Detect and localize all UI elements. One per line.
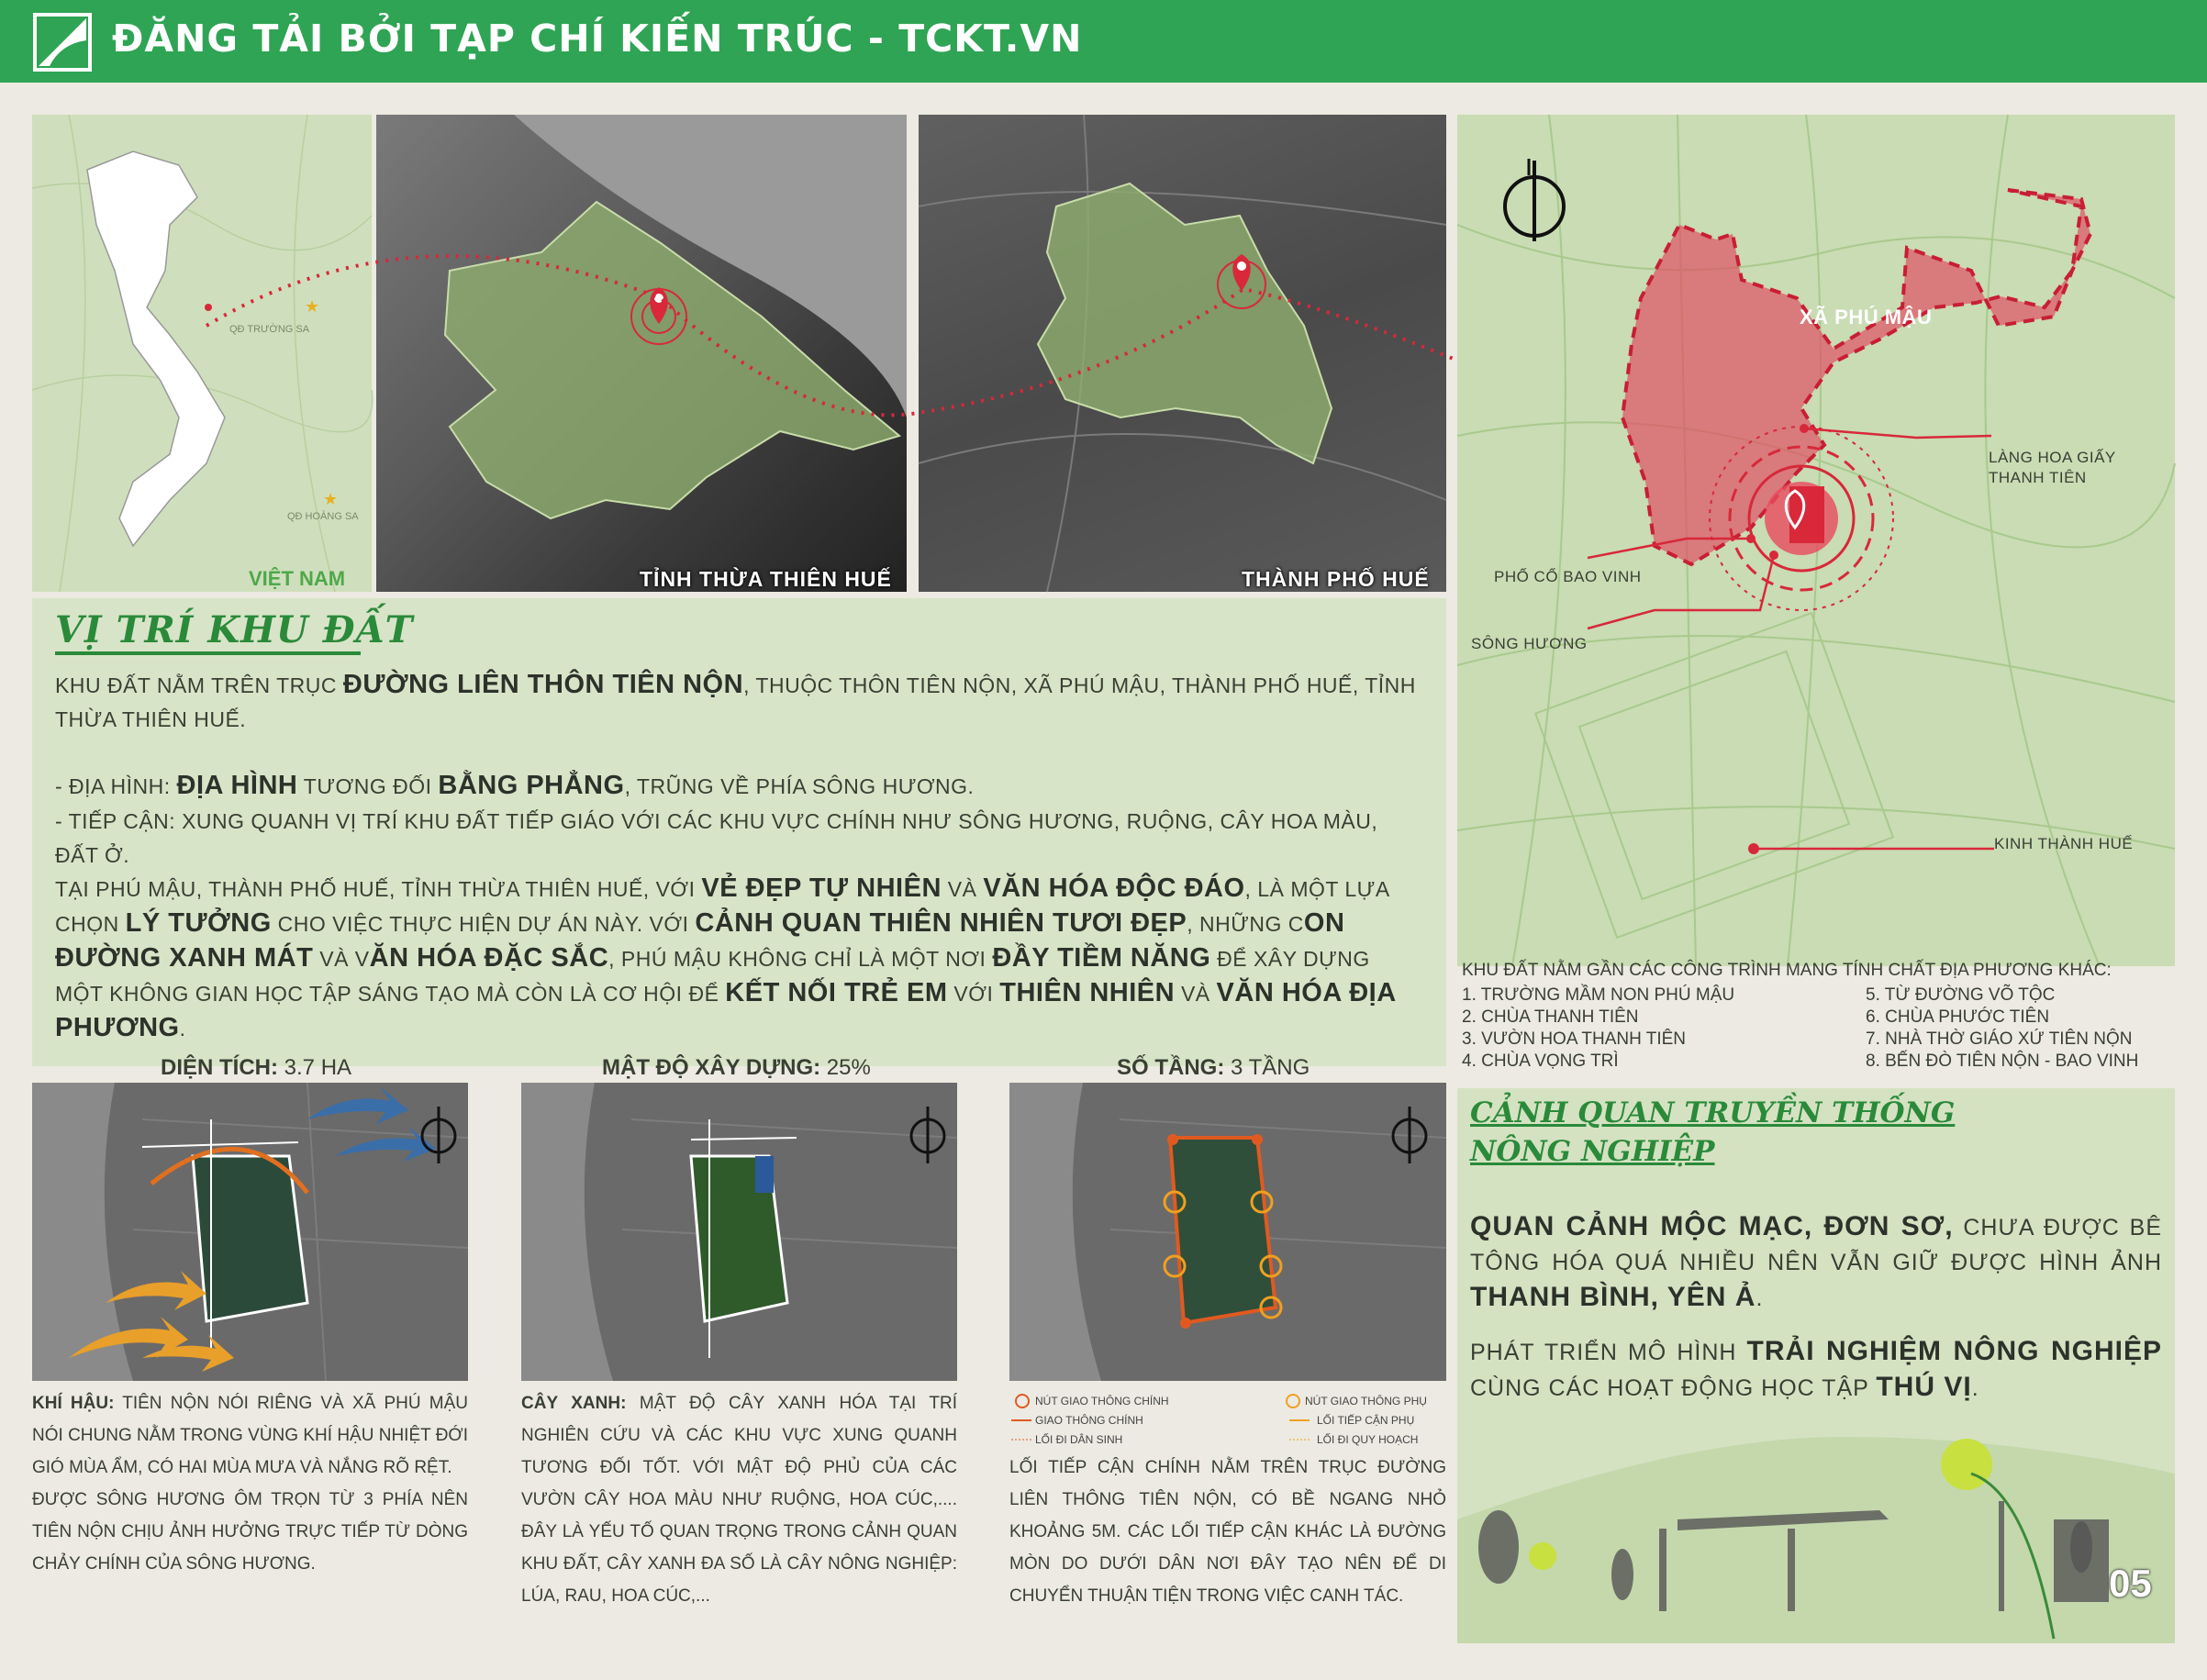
islands-label-1: QĐ TRƯỜNG SA [229, 324, 310, 335]
svg-text:★: ★ [323, 490, 339, 508]
nearby-intro: KHU ĐẤT NẰM GẦN CÁC CÔNG TRÌNH MANG TÍNH CHẤT ĐỊA PHƯƠNG KHÁC: [1462, 961, 2112, 980]
site-paragraph-3: - TIẾP CẬN: XUNG QUANH VỊ TRÍ KHU ĐẤT TIẾP GIÁO VỚI CÁC KHU VỰC CHÍNH NHƯ SÔNG HƯƠNG, RUỘNG, CÂY HOA MÀU, ĐẤT Ở. [55, 809, 1378, 867]
legend-item: LỐI ĐI QUY HOẠCH [1317, 1433, 1419, 1446]
commune-label: XÃ PHÚ MẬU [1800, 306, 1933, 328]
islands-label-2: QĐ HOÀNG SA [287, 511, 359, 522]
legend-item: GIAO THÔNG CHÍNH [1035, 1414, 1143, 1427]
list-item: 7. NHÀ THỜ GIÁO XỨ TIÊN NỘN [1866, 1029, 2133, 1049]
access-map [1009, 1083, 1446, 1381]
site-paragraph-4: TẠI PHÚ MẬU, THÀNH PHỐ HUẾ, TỈNH THỪA THIÊN HUẾ, VỚI VẺ ĐẸP TỰ NHIÊN VÀ VĂN HÓA ĐỘC ĐÁO, LÀ MỘT LỰA CHỌN LÝ TƯỞNG CHO VIỆC THỰC HIỆN DỰ ÁN NÀY. VỚI CẢNH QUAN THIÊN NHIÊN TƯƠI ĐẸP, NHỮNG CON ĐƯỜNG XANH MÁT VÀ VĂN HÓA ĐẶC SẮC, PHÚ MẬU KHÔNG CHỈ LÀ MỘT NƠI ĐẦY TIỀM NĂNG ĐỂ XÂY DỰNG MỘT KHÔNG GIAN HỌC TẬP SÁNG TẠO MÀ CÒN LÀ CƠ HỘI ĐỂ KẾT NỐI TRẺ EM VỚI THIÊN NHIÊN VÀ VĂN HÓA ĐỊA PHƯƠNG. [55, 873, 1396, 1042]
density-stat: MẬT ĐỘ XÂY DỰNG: 25% [602, 1055, 871, 1080]
nearby-list [1462, 985, 2178, 1077]
list-item: 4. CHÙA VỌNG TRÌ [1462, 1051, 1619, 1071]
list-item: 5. TỪ ĐƯỜNG VÕ TỘC [1866, 985, 2056, 1005]
header-title: ĐĂNG TẢI BỞI TẠP CHÍ KIẾN TRÚC - TCKT.VN [112, 17, 1083, 61]
list-item: 3. VƯỜN HOA THANH TIÊN [1462, 1029, 1687, 1049]
legend-item: LỐI ĐI DÂN SINH [1035, 1433, 1123, 1446]
list-item: 1. TRƯỜNG MẦM NON PHÚ MẬU [1462, 985, 1735, 1005]
landscape-paragraph-1: QUAN CẢNH MỘC MẠC, ĐƠN SƠ, CHƯA ĐƯỢC BÊ TÔNG HÓA QUÁ NHIỀU NÊN VẪN GIỮ ĐƯỢC HÌNH ẢNH THANH BÌNH, YÊN Ả. [1470, 1211, 2163, 1312]
list-item: 8. BẾN ĐÒ TIÊN NỘN - BAO VINH [1866, 1051, 2139, 1071]
legend-item: NÚT GIAO THÔNG PHỤ [1305, 1395, 1427, 1407]
landscape-paragraph-2: PHÁT TRIỂN MÔ HÌNH TRẢI NGHIỆM NÔNG NGHIỆP CÙNG CÁC HOẠT ĐỘNG HỌC TẬP THÚ VỊ. [1470, 1336, 2163, 1402]
province-label: TỈNH THỪA THIÊN HUẾ [640, 567, 892, 591]
climate-caption: KHÍ HẬU: TIÊN NỘN NÓI RIÊNG VÀ XÃ PHÚ MẬU NÓI CHUNG NẰM TRONG VÙNG KHÍ HẬU NHIỆT ĐỚI GIÓ MÙA ẨM, CÓ HAI MÙA MƯA VÀ NẮNG RÕ RỆT. ĐƯỢC SÔNG HƯƠNG ÔM TRỌN TỪ 3 PHÍA NÊN TIÊN NỘN CHỊU ẢNH HƯỞNG TRỰC TIẾP TỪ DÒNG CHẢY CHÍNH CỦA SÔNG HƯƠNG. [32, 1394, 468, 1574]
city-label: THÀNH PHỐ HUẾ [1242, 567, 1430, 591]
legend-item: LỐI TIẾP CẬN PHỤ [1317, 1414, 1415, 1427]
street-label: PHỐ CỔ BAO VINH [1494, 568, 1642, 585]
legend-item: NÚT GIAO THÔNG CHÍNH [1035, 1395, 1169, 1407]
climate-map [32, 1083, 468, 1381]
list-item: 6. CHÙA PHƯỚC TIÊN [1866, 1007, 2050, 1027]
page-number: 05 [2109, 1562, 2152, 1605]
greenery-caption: CÂY XANH: MẬT ĐỘ CÂY XANH HÓA TẠI TRÍ NGHIÊN CỨU VÀ CÁC KHU VỰC XUNG QUANH TƯƠNG ĐỐI TỐT. VỚI MẬT ĐỘ PHỦ CỦA CÁC VƯỜN CÂY HOA MÀU NHƯ RUỘNG, HOA CÚC,.... ĐÂY LÀ YẾU TỐ QUAN TRỌNG TRONG CẢNH QUAN KHU ĐẤT, CÂY XANH ĐA SỐ LÀ CÂY NÔNG NGHIỆP: LÚA, RAU, HOA CÚC,... [521, 1394, 958, 1606]
village-label: LÀNG HOA GIẤY THANH TIÊN [1989, 449, 2116, 486]
site-title: VỊ TRÍ KHU ĐẤT [55, 608, 414, 651]
landscape-title: CẢNH QUAN TRUYỀN THỐNG NÔNG NGHIỆP [1470, 1096, 1956, 1168]
list-item: 2. CHÙA THANH TIÊN [1462, 1007, 1639, 1027]
site-paragraph-1: KHU ĐẤT NẰM TRÊN TRỤC ĐƯỜNG LIÊN THÔN TIÊN NỘN, THUỘC THÔN TIÊN NỘN, XÃ PHÚ MẬU, THÀNH PHỐ HUẾ, TỈNH THỪA THIÊN HUẾ. [55, 670, 1416, 731]
vietnam-label: VIỆT NAM [249, 567, 346, 590]
site-paragraph-2: - ĐỊA HÌNH: ĐỊA HÌNH TƯƠNG ĐỐI BẰNG PHẲNG, TRŨNG VỀ PHÍA SÔNG HƯƠNG. [55, 771, 975, 800]
river-label: SÔNG HƯƠNG [1471, 635, 1588, 652]
area-stat: DIỆN TÍCH: 3.7 HA [161, 1055, 352, 1080]
star-icon: ★ [305, 297, 320, 316]
floors-stat: SỐ TẦNG: 3 TẦNG [1117, 1055, 1310, 1080]
access-legend [1009, 1390, 1446, 1445]
local-map-panel [1457, 115, 2175, 980]
greenery-map [521, 1083, 957, 1381]
title-underline [55, 651, 361, 655]
citadel-label: KINH THÀNH HUẾ [1994, 835, 2134, 852]
access-caption: LỐI TIẾP CẬN CHÍNH NẰM TRÊN TRỤC ĐƯỜNG LIÊN THÔNG TIÊN NỘN, CÓ BỀ NGANG NHỎ KHOẢNG 5M. CÁC LỐI TIẾP CẬN KHÁC LÀ ĐƯỜNG MÒN DO DƯỚI DÂN NƠI ĐÂY TẠO NÊN ĐỂ DI CHUYỂN THUẬN TIỆN TRONG VIỆC CANH TÁC. [1009, 1458, 1446, 1606]
